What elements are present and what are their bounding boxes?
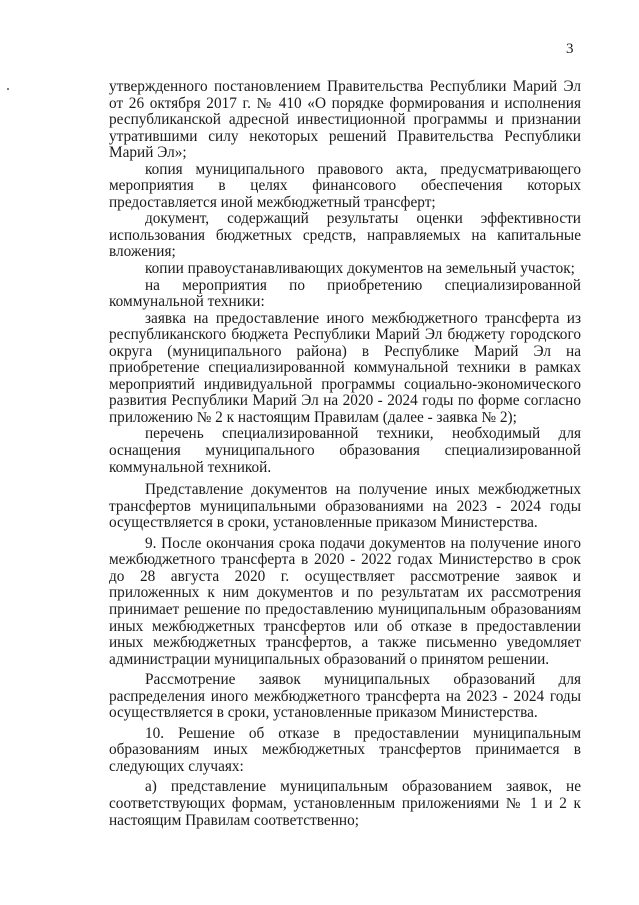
page-number: 3	[566, 41, 574, 57]
paragraph-review-applications: Рассмотрение заявок муниципальных образований для распределения иного межбюджетного трансферта на 2023 - 2024 годы осуществляется в сроки, установленные приказом Министерства.	[109, 671, 581, 722]
list-item-land-documents: копии правоустанавливающих документов на земельный участок;	[145, 260, 575, 278]
subheading-equipment-purchase: на мероприятия по приобретению специализированной коммунальной техники:	[109, 276, 581, 311]
paragraph-continuation: утвержденного постановлением Правительства Республики Марий Эл от 26 октября 2017 г. № 410 «О порядке формирования и исполнения республиканской адресной инвестиционной программы и признании утратившими силу некоторых решений Правительства Республики Марий Эл»;	[109, 78, 581, 162]
paragraph-clause-9: 9. После окончания срока подачи документов на получение иного межбюджетного трансферта в 2020 - 2022 годах Министерство в срок до 28 августа 2020 г. осуществляет рассмотрение заявок и приложенных к ним документов и по результатам их рассмотрения принимает решение по предоставлению муниципальным образованиям иных межбюджетных трансфертов или об отказе в предоставлении иных межбюджетных трансфертов, а также письменно уведомляет администрации муниципальных образований о принятом решении.	[109, 534, 581, 668]
paragraph-clause-10a: а) представление муниципальным образованием заявок, не соответствующих формам, установленным приложениями № 1 и 2 к настоящим Правилам соответственно;	[109, 778, 581, 829]
document-body	[109, 79, 581, 829]
list-item-equipment-list: перечень специализированной техники, необходимый для оснащения муниципального образования специализированной коммунальной техникой.	[109, 425, 581, 476]
list-item-application-2: заявка на предоставление иного межбюджетного трансферта из республиканского бюджета Республики Марий Эл бюджету городского округа (муниципального района) в Республике Марий Эл на приобретение специализированной коммунальной техники в рамках мероприятий индивидуальной программы социально-экономического развития Республики Марий Эл на 2020 - 2024 годы по форме согласно приложению № 2 к настоящим Правилам (далее - заявка № 2);	[109, 309, 581, 426]
list-item-efficiency-document: документ, содержащий результаты оценки эффективности использования бюджетных средств, направляемых на капитальные вложения;	[109, 210, 581, 261]
paragraph-document-submission: Представление документов на получение иных межбюджетных трансфертов муниципальными образованиями на 2023 - 2024 годы осуществляется в сроки, установленные приказом Министерства.	[109, 481, 581, 532]
scan-artifact-dot	[7, 88, 9, 90]
list-item-act-copy: копия муниципального правового акта, предусматривающего мероприятия в целях финансового обеспечения которых предоставляется иной межбюджетный трансферт;	[109, 160, 581, 211]
paragraph-clause-10: 10. Решение об отказе в предоставлении муниципальным образованиям иных межбюджетных трансфертов принимается в следующих случаях:	[109, 724, 581, 775]
